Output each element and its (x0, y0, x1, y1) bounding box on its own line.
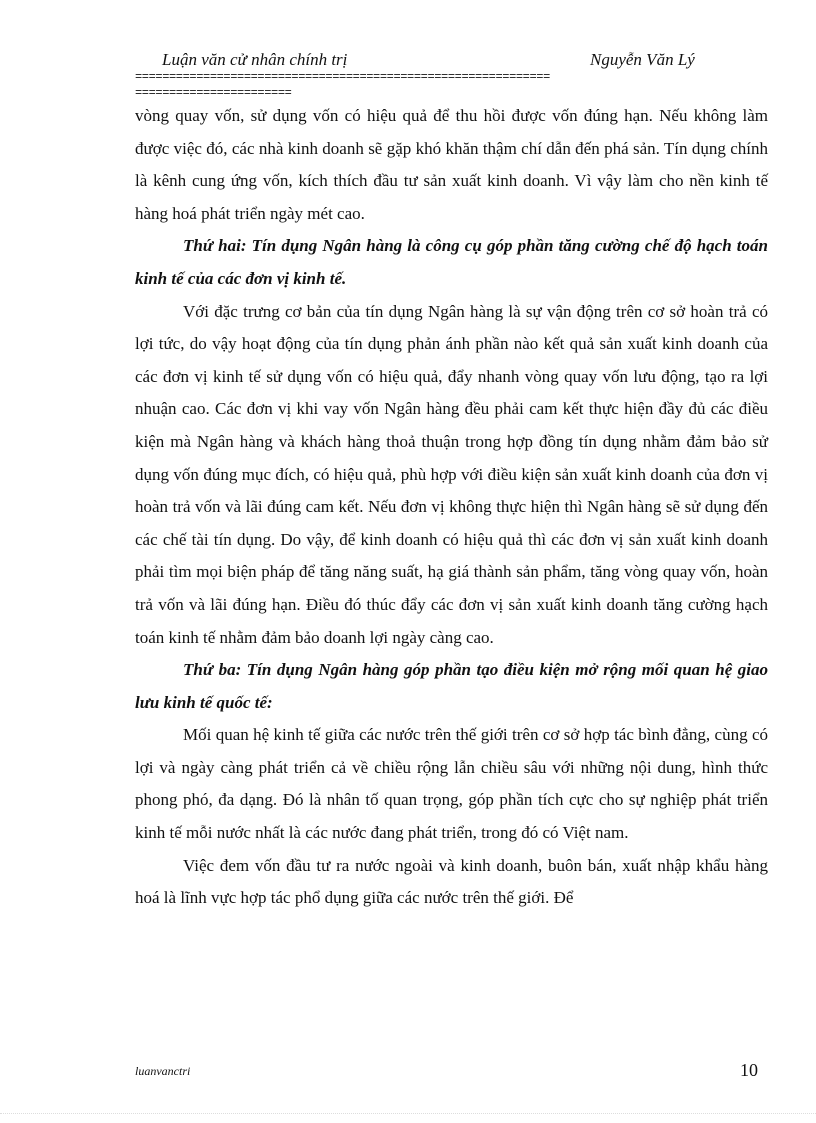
page-bottom-divider (0, 1113, 816, 1114)
paragraph-thu-ba-2: Việc đem vốn đầu tư ra nước ngoài và kinh doanh, buôn bán, xuất nhập khẩu hàng hoá là lĩnh vực hợp tác phổ dụng giữa các nước trên thế giới. Để (135, 855, 768, 908)
paragraph-thu-ba-1: Mối quan hệ kinh tế giữa các nước trên thế giới trên cơ sở hợp tác bình đẳng, cùng có lợi và ngày càng phát triển cả về chiều rộng lẫn chiều sâu với những nội dung, hình thức phong phó, đa dạng. Đó là nhân tố quan trọng, góp phần tích cực cho sự nghiệp phát triển kinh tế mỗi nước nhất là các nước đang phát triển, trong đó có Việt nam. (135, 725, 768, 843)
paragraph-continuation: vòng quay vốn, sử dụng vốn có hiệu quả để thu hồi được vốn đúng hạn. Nếu không làm được việc đó, các nhà kinh doanh sẽ gặp khó khăn thậm chí dẫn đến phá sản. Tín dụng chính là kênh cung ứng vốn, kích thích đầu tư sản xuất kinh doanh. Vì vậy làm cho nền kinh tế hàng hoá phát triển ngày mét cao. (135, 106, 768, 223)
header-rule-line-2: ======================= (135, 86, 292, 100)
body-text (135, 100, 768, 915)
header-rule-line-1: ============================================================= (135, 70, 550, 84)
paragraph-thu-hai: Với đặc trưng cơ bản của tín dụng Ngân hàng là sự vận động trên cơ sở hoàn trả có lợi tức, do vậy hoạt động của tín dụng phản ánh phần nào kết quả sản xuất kinh doanh của các đơn vị kinh tế sử dụng vốn có hiệu quả, đẩy nhanh vòng quay vốn lưu động, tạo ra lợi nhuận cao. Các đơn vị khi vay vốn Ngân hàng đều phải cam kết thực hiện đầy đủ các điều kiện mà Ngân hàng và khách hàng thoả thuận trong hợp đồng tín dụng nhằm đảm bảo sử dụng vốn đúng mục đích, có hiệu quả, phù hợp với điều kiện sản xuất kinh doanh của đơn vị hoàn trả vốn và lãi đúng cam kết. Nếu đơn vị không thực hiện thì Ngân hàng sẽ sử dụng đến các chế tài tín dụng. Do vậy, để kinh doanh có hiệu quả thì các đơn vị sản xuất kinh doanh phải tìm mọi biện pháp để tăng năng suất, hạ giá thành sản phẩm, tăng vòng quay vốn, hoàn trả vốn và lãi đúng hạn. Điều đó thúc đẩy các đơn vị sản xuất kinh doanh tăng cường hạch toán kinh tế nhằm đảm bảo doanh lợi ngày càng cao. (135, 301, 768, 647)
section-heading-thu-ba: Thứ ba: Tín dụng Ngân hàng góp phần tạo điều kiện mở rộng mối quan hệ giao lưu kinh tế quốc tế: (135, 660, 768, 712)
footer-label: luanvanctri (135, 1064, 191, 1078)
page-number: 10 (740, 1060, 758, 1080)
header-title: Luận văn cử nhân chính trị (162, 50, 348, 69)
header-author: Nguyễn Văn Lý (590, 50, 695, 69)
section-heading-thu-hai: Thứ hai: Tín dụng Ngân hàng là công cụ góp phần tăng cường chế độ hạch toán kinh tế của các đơn vị kinh tế. (135, 236, 768, 288)
